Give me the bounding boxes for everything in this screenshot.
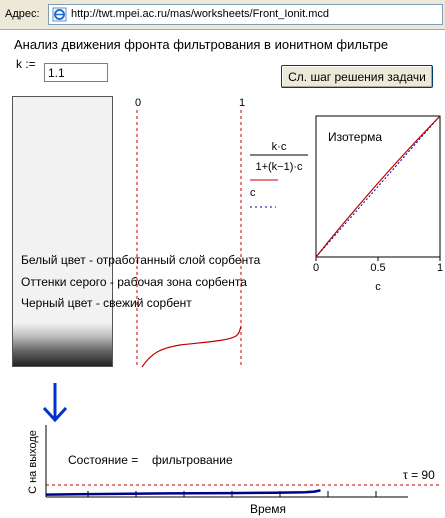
address-url[interactable]: http://twt.mpei.ac.ru/mas/worksheets/Front_Ionit.mcd [71, 8, 329, 20]
isotherm-xtick-1: 1 [436, 262, 444, 274]
formula-second: c [250, 187, 256, 199]
legend-gray: Оттенки серого - рабочая зона сорбента [21, 275, 247, 289]
legend-white: Белый цвет - отработанный слой сорбента [21, 253, 261, 267]
profile-tick-1: 1 [238, 97, 246, 109]
isotherm-xtick-05: 0.5 [370, 262, 386, 274]
profile-tick-0: 0 [134, 97, 142, 109]
formula-numerator: k·c [271, 141, 287, 153]
isotherm-title: Изотерма [328, 130, 383, 144]
legend-black: Черный цвет - свежий сорбент [21, 296, 192, 310]
isotherm-xtick-0: 0 [312, 262, 320, 274]
output-ylabel: С на выходе [27, 430, 39, 494]
k-label: k := [16, 57, 36, 71]
state-label: Состояние = [68, 453, 139, 467]
output-xlabel: Время [249, 502, 287, 516]
output-concentration-line [46, 490, 321, 494]
tau-label: τ = 90 [403, 468, 435, 482]
worksheet-title: Анализ движения фронта фильтрования в ионитном фильтре [14, 37, 389, 52]
concentration-profile-curve [142, 326, 241, 367]
next-step-button[interactable]: Сл. шаг решения задачи [281, 65, 433, 88]
address-label: Адрес: [5, 8, 40, 20]
state-value: фильтрование [152, 453, 233, 467]
isotherm-axis-ticks [316, 257, 440, 261]
isotherm-xlabel: c [375, 281, 381, 293]
formula-denominator: 1+(k−1)·c [255, 161, 303, 173]
